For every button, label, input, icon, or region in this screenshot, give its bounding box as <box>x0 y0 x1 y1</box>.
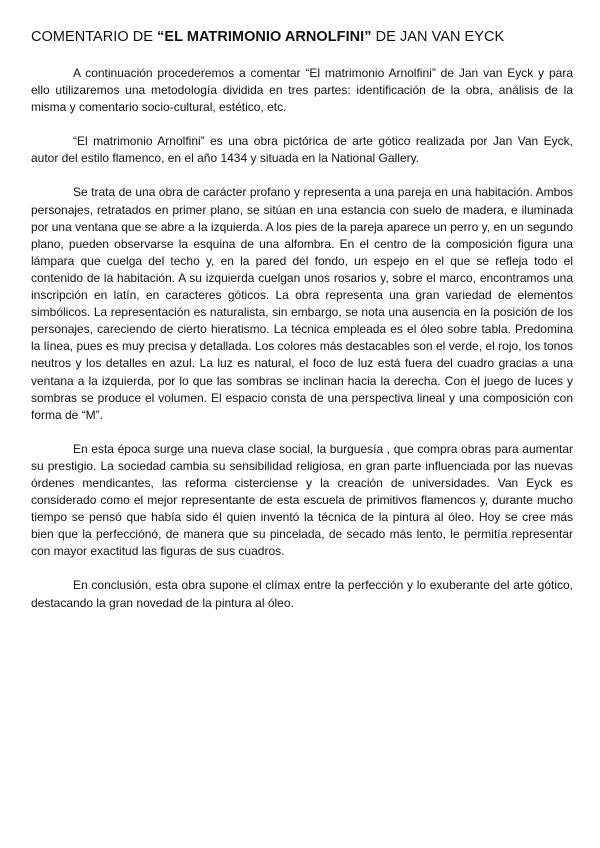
document-title <box>31 28 573 46</box>
paragraph-socio-cultural: En esta época surge una nueva clase social, la burguesía , que compra obras para aumentar su prestigio. La sociedad cambia su sensibilidad religiosa, en gran parte influenciada por las nuevas órdenes mendicantes, las reforma cisterciense y la creación de universidades. Van Eyck es considerado como el mejor representante de esta escuela de primitivos flamencos y, durante mucho tiempo se pensó que había sido él quien inventó la técnica de la pintura al óleo. Hoy se cree más bien que la perfecciónó, de manera que su pincelada, de secado más lento, le permitía representar con mayor exactitud las figuras de sus cuadros. <box>31 441 573 559</box>
paragraph-introduction: A continuación procederemos a comentar “El matrimonio Arnolfini” de Jan van Eyck y para ello utilizaremos una metodología dividida en tres partes: identificación de la obra, análisis de la misma y comentario socio-cultural, estético, etc. <box>31 66 573 115</box>
title-suffix: DE JAN VAN EYCK <box>371 29 505 45</box>
title-prefix: COMENTARIO DE <box>31 29 158 45</box>
document-page <box>31 28 573 629</box>
title-work-name: “EL MATRIMONIO ARNOLFINI” <box>157 29 372 45</box>
paragraph-analysis: Se trata de una obra de carácter profano y representa a una pareja en una habitación. Ambos personajes, retratados en primer plano, se sitúan en una estancia con suelo de madera, e iluminada por una ventana que se abre a la izquierda. A los pies de la pareja aparece un perro y, en un segundo plano, pueden observarse la esquina de una alfombra. En el centro de la composición figura una lámpara que cuelga del techo y, en la pared del fondo, un espejo en el que se refleja todo el contenido de la habitación. A su izquierda cuelgan unos rosarios y, sobre el marco, encontramos una inscripción en latín, en caracteres góticos. La obra representa una gran variedad de elementos simbólicos. La representación es naturalista, sin embargo, se nota una ausencia en la posición de los personajes, careciendo de cierto hieratismo. La técnica empleada es el óleo sobre tabla. Predomina la línea, pues es muy precisa y detallada. Los colores más destacables son el verde, el rojo, los tonos neutros y los detalles en azul. La luz es natural, el foco de luz está fuera del cuadro gracias a una ventana a la izquierda, por lo que las sombras se inclinan hacia la derecha. Con el juego de luces y sombras se produce el volumen. El espacio consta de una perspectiva lineal y una composición con forma de “M”. <box>31 185 573 422</box>
paragraph-identification: “El matrimonio Arnolfini” es una obra pictórica de arte gótico realizada por Jan Van Eyck, autor del estilo flamenco, en el año 1434 y situada en la National Gallery. <box>31 134 573 166</box>
paragraph-conclusion: En conclusión, esta obra supone el clímax entre la perfección y lo exuberante del arte gótico, destacando la gran novedad de la pintura al óleo. <box>31 578 573 610</box>
